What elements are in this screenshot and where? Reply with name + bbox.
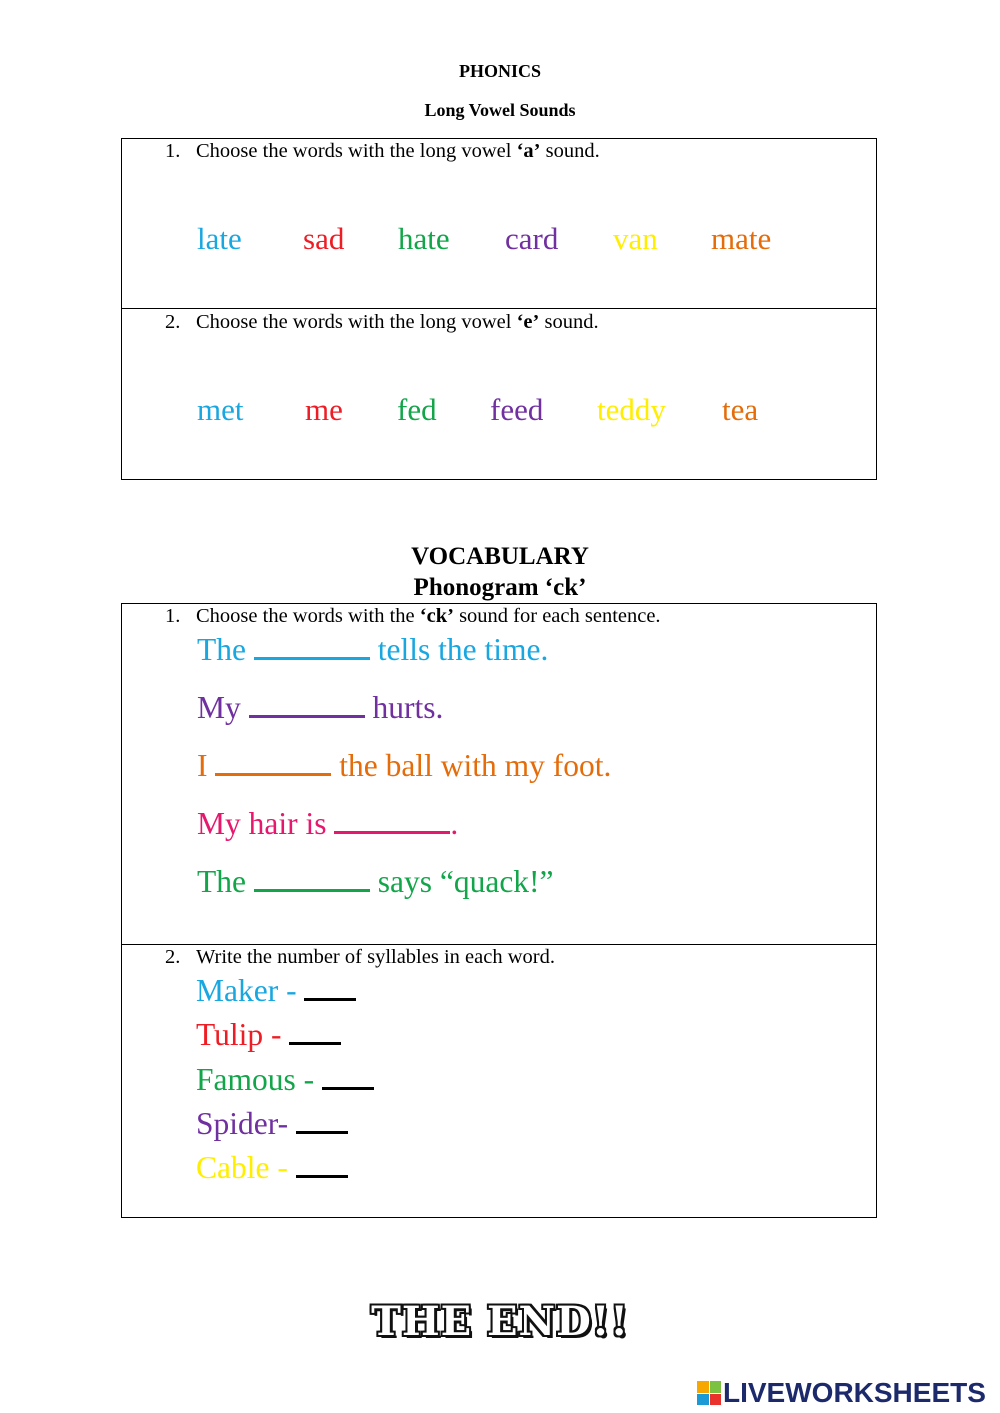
sentence-2 <box>197 690 443 726</box>
sentence-1 <box>197 632 548 668</box>
question-number: 2. <box>165 311 181 333</box>
word-option[interactable]: me <box>305 392 343 427</box>
answer-blank[interactable] <box>249 691 365 718</box>
syllable-word: Cable - <box>196 1150 296 1185</box>
word-option[interactable]: van <box>613 221 658 256</box>
phonics-question-2 <box>165 311 599 334</box>
question-number: 1. <box>165 605 181 627</box>
question-number: 2. <box>165 946 181 968</box>
question-highlight: ‘a’ <box>516 140 541 162</box>
sentence-3 <box>197 748 611 784</box>
sentence-4 <box>197 806 458 842</box>
sentence-text: The <box>197 632 254 667</box>
question-text-suffix: sound. <box>540 140 600 162</box>
syllable-item-5 <box>196 1150 348 1186</box>
syllable-word: Famous - <box>196 1062 322 1097</box>
sentence-text: My hair is <box>197 806 335 841</box>
sentence-text: My <box>197 690 249 725</box>
word-option[interactable]: met <box>197 392 244 427</box>
logo-text: LIVEWORKSHEETS <box>723 1377 986 1408</box>
question-text: Write the number of syllables in each word. <box>196 946 555 968</box>
sentence-text: the ball with my foot. <box>331 748 612 783</box>
sentence-text: I <box>197 748 216 783</box>
question-highlight: ‘ck’ <box>419 605 454 627</box>
sentence-5 <box>197 864 554 900</box>
vocabulary-title: VOCABULARY <box>411 543 589 570</box>
answer-blank[interactable] <box>254 633 370 660</box>
word-option[interactable]: fed <box>397 392 437 427</box>
phonics-subtitle: Long Vowel Sounds <box>424 100 576 120</box>
vocabulary-subtitle: Phonogram ‘ck’ <box>413 574 587 601</box>
syllable-item-3 <box>196 1062 374 1098</box>
syllable-item-1 <box>196 973 356 1009</box>
syllable-item-4 <box>196 1106 348 1142</box>
question-number: 1. <box>165 140 181 162</box>
question-text-suffix: sound for each sentence. <box>453 605 661 627</box>
syllable-blank[interactable] <box>296 1151 348 1178</box>
liveworksheets-logo-icon <box>697 1381 721 1405</box>
phonics-question-1 <box>165 140 600 163</box>
word-option[interactable]: sad <box>303 221 345 256</box>
sentence-text: tells the time. <box>369 632 549 667</box>
word-option[interactable]: tea <box>722 392 759 427</box>
question-text: Choose the words with the long vowel <box>196 311 517 333</box>
syllable-blank[interactable] <box>322 1063 374 1090</box>
the-end-heading: THE END!! <box>371 1298 629 1345</box>
question-text: Choose the words with the <box>196 605 420 627</box>
question-text-suffix: sound. <box>539 311 599 333</box>
vocabulary-question-2 <box>165 946 555 969</box>
sentence-text: says “quack!” <box>369 864 554 899</box>
sentence-text: The <box>197 864 254 899</box>
sentence-text: . <box>450 806 459 841</box>
word-option[interactable]: hate <box>398 221 450 256</box>
word-option[interactable]: teddy <box>597 392 666 427</box>
question-text: Choose the words with the long vowel <box>196 140 517 162</box>
syllable-blank[interactable] <box>296 1107 348 1134</box>
syllable-blank[interactable] <box>289 1018 341 1045</box>
answer-blank[interactable] <box>215 749 331 776</box>
word-option[interactable]: mate <box>711 221 772 256</box>
liveworksheets-logo <box>697 1375 986 1411</box>
word-option[interactable]: card <box>505 221 559 256</box>
syllable-item-2 <box>196 1017 341 1053</box>
syllable-word: Spider- <box>196 1106 296 1141</box>
syllable-blank[interactable] <box>304 974 356 1001</box>
word-option[interactable]: feed <box>490 392 544 427</box>
phonics-title: PHONICS <box>458 61 541 81</box>
syllable-word: Maker - <box>196 973 305 1008</box>
syllable-word: Tulip - <box>196 1017 290 1052</box>
sentence-text: hurts. <box>364 690 444 725</box>
question-highlight: ‘e’ <box>516 311 540 333</box>
answer-blank[interactable] <box>334 807 450 834</box>
vocabulary-question-1 <box>165 605 661 628</box>
word-option[interactable]: late <box>197 221 242 256</box>
answer-blank[interactable] <box>254 865 370 892</box>
